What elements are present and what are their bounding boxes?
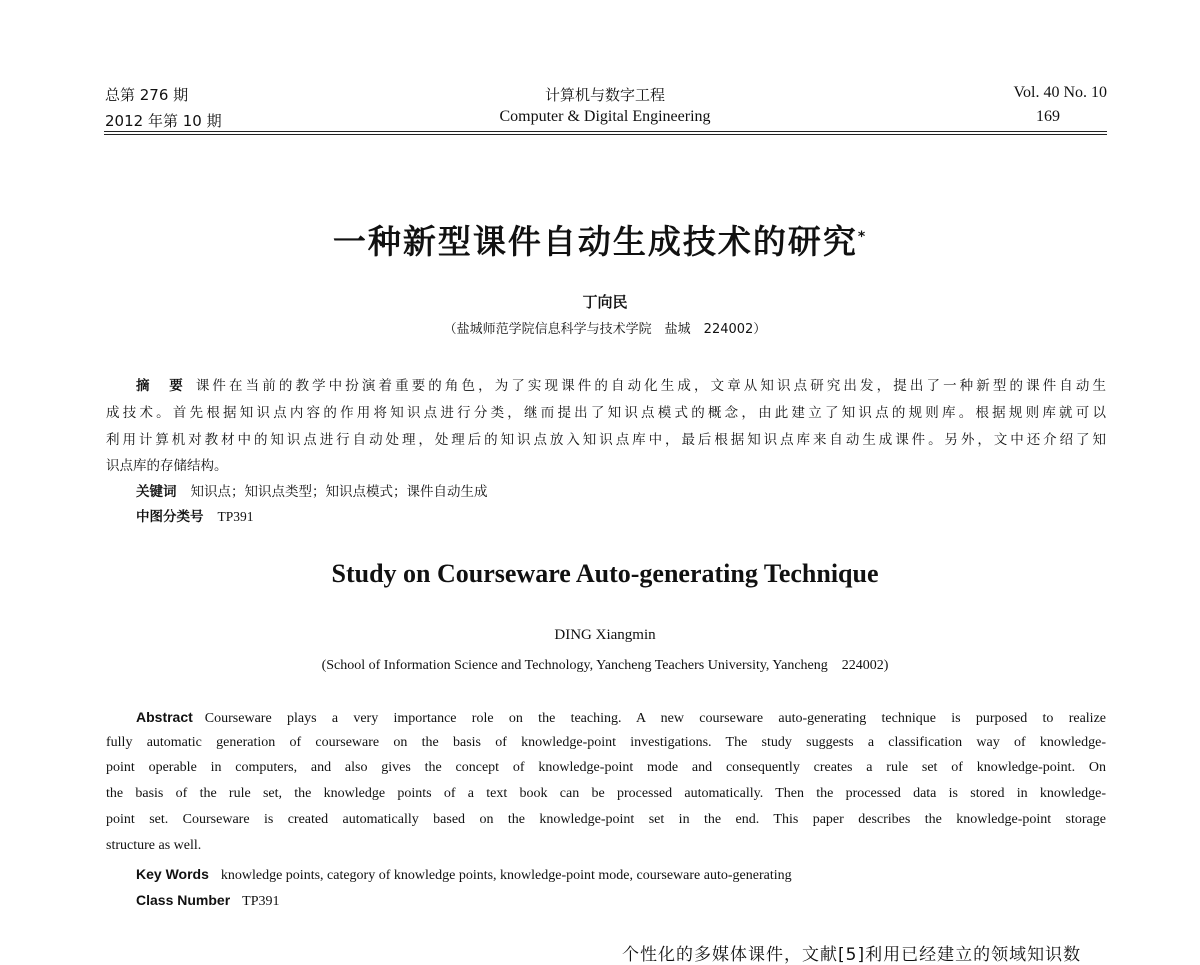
abstract-en-line: structure as well.: [106, 838, 202, 853]
title-en: Study on Courseware Auto-generating Technique: [331, 559, 879, 588]
abstract-en-line: point set. Courseware is created automatically based on the knowledge-point set in the end. This paper describes the knowledge-point storage: [106, 812, 1106, 827]
abstract-cn-line: 成技术。首先根据知识点内容的作用将知识点进行分类，继而提出了知识点模式的概念，由此建立了知识点的规则库。根据规则库就可以: [106, 405, 1106, 421]
keywords-cn: 关键词 知识点；知识点类型；知识点模式；课件自动生成: [136, 484, 488, 500]
affiliation-en: (School of Information Science and Technology, Yancheng Teachers University, Yancheng 224002): [321, 658, 889, 673]
abstract-en-line: Abstract Courseware plays a very importance role on the teaching. A new courseware auto-generating technique is purposed to realize: [136, 709, 1106, 726]
journal-name-en: Computer & Digital Engineering: [499, 108, 711, 125]
page-number: 169: [1036, 108, 1060, 125]
class-number-cn: 中图分类号 TP391: [136, 509, 254, 525]
author-cn: 丁向民: [582, 293, 628, 311]
abstract-cn-line: 识点库的存储结构。: [106, 458, 228, 474]
title-cn: 一种新型课件自动生成技术的研究*: [332, 222, 868, 261]
header-rule-top: [104, 131, 1107, 132]
volume: Vol. 40 No. 10: [1013, 84, 1107, 101]
affiliation-cn: （盐城师范学院信息科学与技术学院 盐城 224002）: [443, 322, 767, 337]
class-number-en: Class Number TP391: [136, 892, 280, 909]
abstract-cn-line: 利用计算机对教材中的知识点进行自动处理，处理后的知识点放入知识点库中，最后根据知识点库来自动生成课件。另外，文中还介绍了知: [106, 432, 1106, 448]
issue-number: 2012 年第 10 期: [105, 112, 222, 130]
header-rule-bottom: [104, 134, 1107, 135]
abstract-cn-line: 摘 要 课件在当前的教学中扮演着重要的角色，为了实现课件的自动化生成，文章从知识点研究出发，提出了一种新型的课件自动生: [136, 378, 1106, 394]
abstract-en-line: fully automatic generation of courseware on the basis of knowledge-point investigations. The study suggests a classification way of knowledge-: [106, 735, 1106, 750]
abstract-en-line: point operable in computers, and also gives the concept of knowledge-point mode and consequently creates a rule set of knowledge-point. On: [106, 760, 1106, 775]
author-en: DING Xiangmin: [554, 627, 656, 643]
body-text-fragment: 个性化的多媒体课件，文献[5]利用已经建立的领域知识数: [622, 945, 1082, 965]
keywords-en: Key Words knowledge points, category of knowledge points, knowledge-point mode, courseware auto-generating: [136, 866, 792, 883]
issue-total: 总第 276 期: [105, 86, 189, 104]
abstract-en-line: the basis of the rule set, the knowledge points of a text book can be processed automatically. Then the processed data is stored in knowledge-: [106, 786, 1106, 801]
journal-name-cn: 计算机与数字工程: [544, 86, 665, 104]
